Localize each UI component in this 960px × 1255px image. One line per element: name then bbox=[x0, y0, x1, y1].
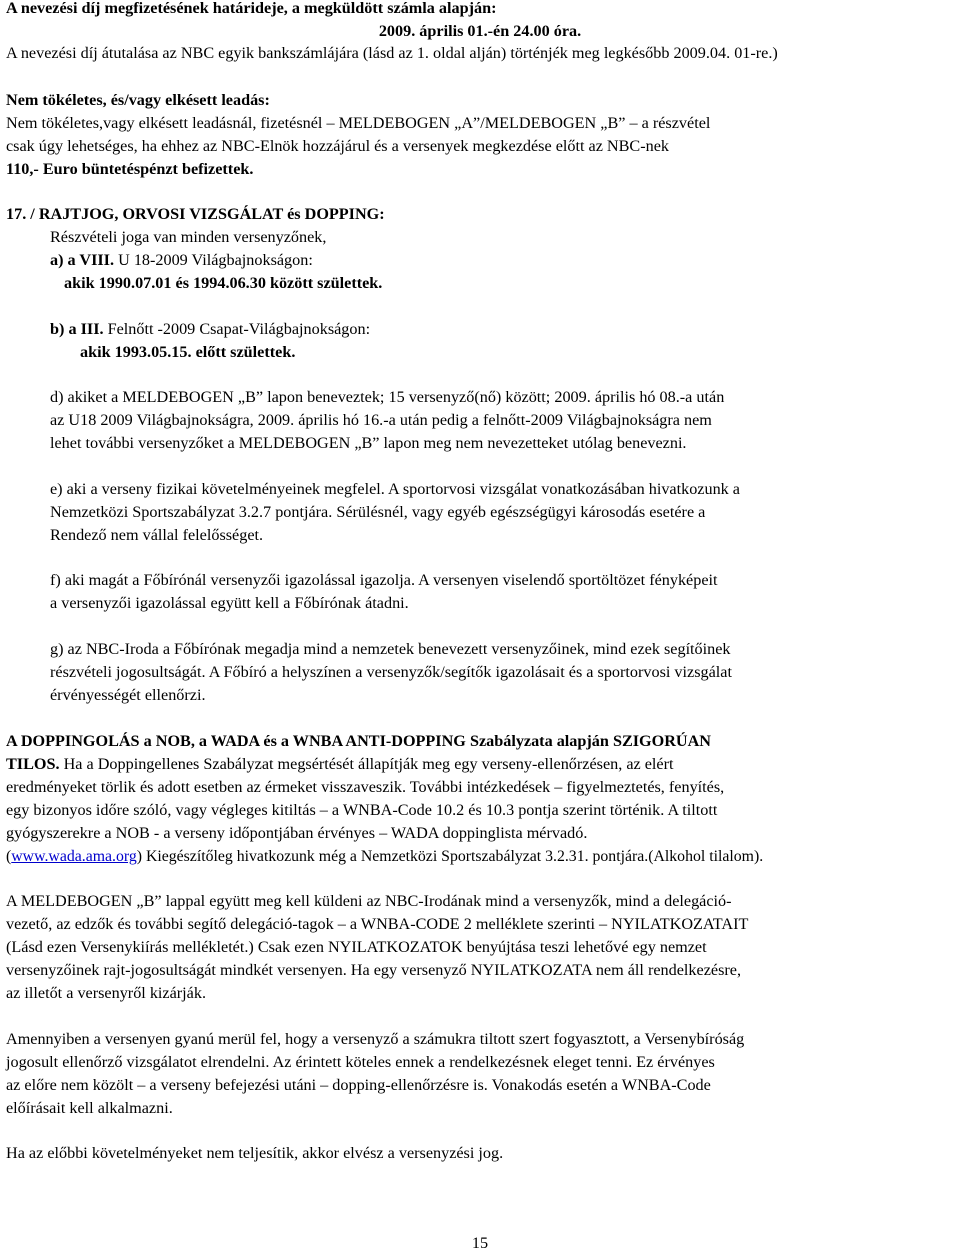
late-heading: Nem tökéletes, és/vagy elkésett leadás: bbox=[6, 91, 270, 109]
page-number: 15 bbox=[471, 1234, 489, 1252]
final-statement: Ha az előbbi követelményeket nem teljesítik, akkor elvész a versenyzési jog. bbox=[6, 1144, 504, 1162]
item-b-dates: akik 1993.05.15. előtt születtek. bbox=[80, 343, 296, 361]
doping-line-6: (www.wada.ama.org) Kiegészítőleg hivatkozunk még a Nemzetközi Sportszabályzat 3.2.31. pontjára.(Alkohol tilalom). bbox=[6, 848, 764, 865]
suspicion-line-2: jogosult ellenőrző vizsgálatot elrendelni. Az érintett köteles ennek a rendelkezésnek eleget tenni. Ez érvényes bbox=[6, 1053, 715, 1071]
item-e-line-2: Nemzetközi Sportszabályzat 3.2.7 pontjára. Sérülésnél, vagy egyéb egészségügyi károsodás esetére a bbox=[50, 503, 706, 521]
item-e-line-3: Rendező nem vállal felelősséget. bbox=[50, 526, 264, 544]
item-g-line-1: g) az NBC-Iroda a Főbírónak megadja mind a nemzetek benevezett versenyzőinek, mind ezek segítőinek bbox=[50, 640, 731, 658]
doping-line-2: TILOS. Ha a Doppingellenes Szabályzat megsértését állapítják meg egy verseny-ellenőrzésen, az elért bbox=[6, 755, 674, 773]
item-a-dates: akik 1990.07.01 és 1994.06.30 között születtek. bbox=[64, 274, 383, 292]
deadline-heading: A nevezési díj megfizetésének határideje, a megküldött számla alapján: bbox=[6, 0, 497, 17]
item-b-title: b) a III. Felnőtt -2009 Csapat-Világbajnokságon: bbox=[50, 320, 371, 338]
item-d-line-1: d) akiket a MELDEBOGEN „B” lapon beneveztek; 15 versenyző(nő) között; 2009. április hó 08.-a után bbox=[50, 388, 725, 406]
late-line-3: 110,- Euro büntetéspénzt befizettek. bbox=[6, 160, 254, 178]
suspicion-line-3: az előre nem közölt – a verseny befejezési utáni – dopping-ellenőrzésre is. Vonakodás esetén a WNBA-Code bbox=[6, 1076, 711, 1094]
wada-link[interactable]: www.wada.ama.org bbox=[11, 848, 137, 865]
item-e-line-1: e) aki a verseny fizikai követelményeinek megfelel. A sportorvosi vizsgálat vonatkozásában hivatkozunk a bbox=[50, 480, 740, 498]
deadline-dates: 2009. április 01.-én 24.00 óra. bbox=[378, 22, 582, 40]
declaration-line-5: az illetőt a versenyről kizárják. bbox=[6, 984, 207, 1002]
declaration-line-3: (Lásd ezen Versenykiírás mellékletét.) Csak ezen NYILATKOZATOK benyújtása teszi lehetővé egy nemzet bbox=[6, 938, 707, 956]
declaration-line-4: versenyzőinek rajt-jogosultságát mindkét versenyen. Ha egy versenyző NYILATKOZATA nem áll rendelkezésre, bbox=[6, 961, 741, 979]
item-a-title: a) a VIII. U 18-2009 Világbajnokságon: bbox=[50, 251, 313, 269]
doping-line-5: gyógyszerekre a NOB - a verseny időpontjában érvényes – WADA doppinglista mérvadó. bbox=[6, 824, 588, 842]
declaration-line-1: A MELDEBOGEN „B” lappal együtt meg kell küldeni az NBC-Irodának mind a versenyzők, mind a delegáció- bbox=[6, 892, 732, 910]
late-line-2: csak úgy lehetséges, ha ehhez az NBC-Elnök hozzájárul és a versenyek megkezdése előtt az NBC-nek bbox=[6, 137, 669, 155]
item-d-line-3: lehet további versenyzőket a MELDEBOGEN „B” lapon meg nem nevezetteket utólag benevezni. bbox=[50, 434, 687, 452]
deadline-transfer: A nevezési díj átutalása az NBC egyik bankszámlájára (lásd az 1. oldal alján) történjék meg legkésőbb 2009.04. 01-re.) bbox=[6, 44, 778, 62]
suspicion-line-1: Amennyiben a versenyen gyanú merül fel, hogy a versenyző a számukra tiltott szert fogyasztott, a Versenybíróság bbox=[6, 1030, 745, 1048]
section-17-heading: 17. / RAJTJOG, ORVOSI VIZSGÁLAT és DOPPING: bbox=[6, 205, 385, 223]
doping-heading: A DOPPINGOLÁS a NOB, a WADA és a WNBA ANTI-DOPPING Szabályzata alapján SZIGORÚAN bbox=[6, 732, 711, 750]
item-d-line-2: az U18 2009 Világbajnokságra, 2009. április hó 16.-a után pedig a felnőtt-2009 Világbajnokságra nem bbox=[50, 411, 712, 429]
late-line-1: Nem tökéletes,vagy elkésett leadásnál, fizetésnél – MELDEBOGEN „A”/MELDEBOGEN „B” – a részvétel bbox=[6, 114, 711, 132]
section-17-intro: Részvételi joga van minden versenyzőnek, bbox=[50, 228, 327, 246]
item-g-line-3: érvényességét ellenőrzi. bbox=[50, 686, 206, 704]
item-f-line-1: f) aki magát a Főbírónál versenyzői igazolással igazolja. A versenyen viselendő sportöltözet fényképeit bbox=[50, 571, 718, 589]
item-g-line-2: részvételi jogosultságát. A Főbíró a helyszínen a versenyzők/segítők igazolásait és a sportorvosi vizsgálat bbox=[50, 663, 732, 681]
doping-line-4: egy bizonyos időre szóló, vagy végleges kitiltás – a WNBA-Code 10.2 és 10.3 pontja szerint történik. A tiltott bbox=[6, 801, 718, 819]
suspicion-line-4: előírásait kell alkalmazni. bbox=[6, 1099, 173, 1117]
item-f-line-2: a versenyzői igazolással együtt kell a Főbírónak átadni. bbox=[50, 594, 409, 612]
doping-line-3: eredményeket törlik és adott esetben az érmeket visszaveszik. További intézkedések – figyelmeztetés, fenyítés, bbox=[6, 778, 725, 796]
declaration-line-2: vezető, az edzők és további segítő delegáció-tagok – a WNBA-CODE 2 melléklete szerinti – NYILATKOZATAIT bbox=[6, 915, 749, 933]
